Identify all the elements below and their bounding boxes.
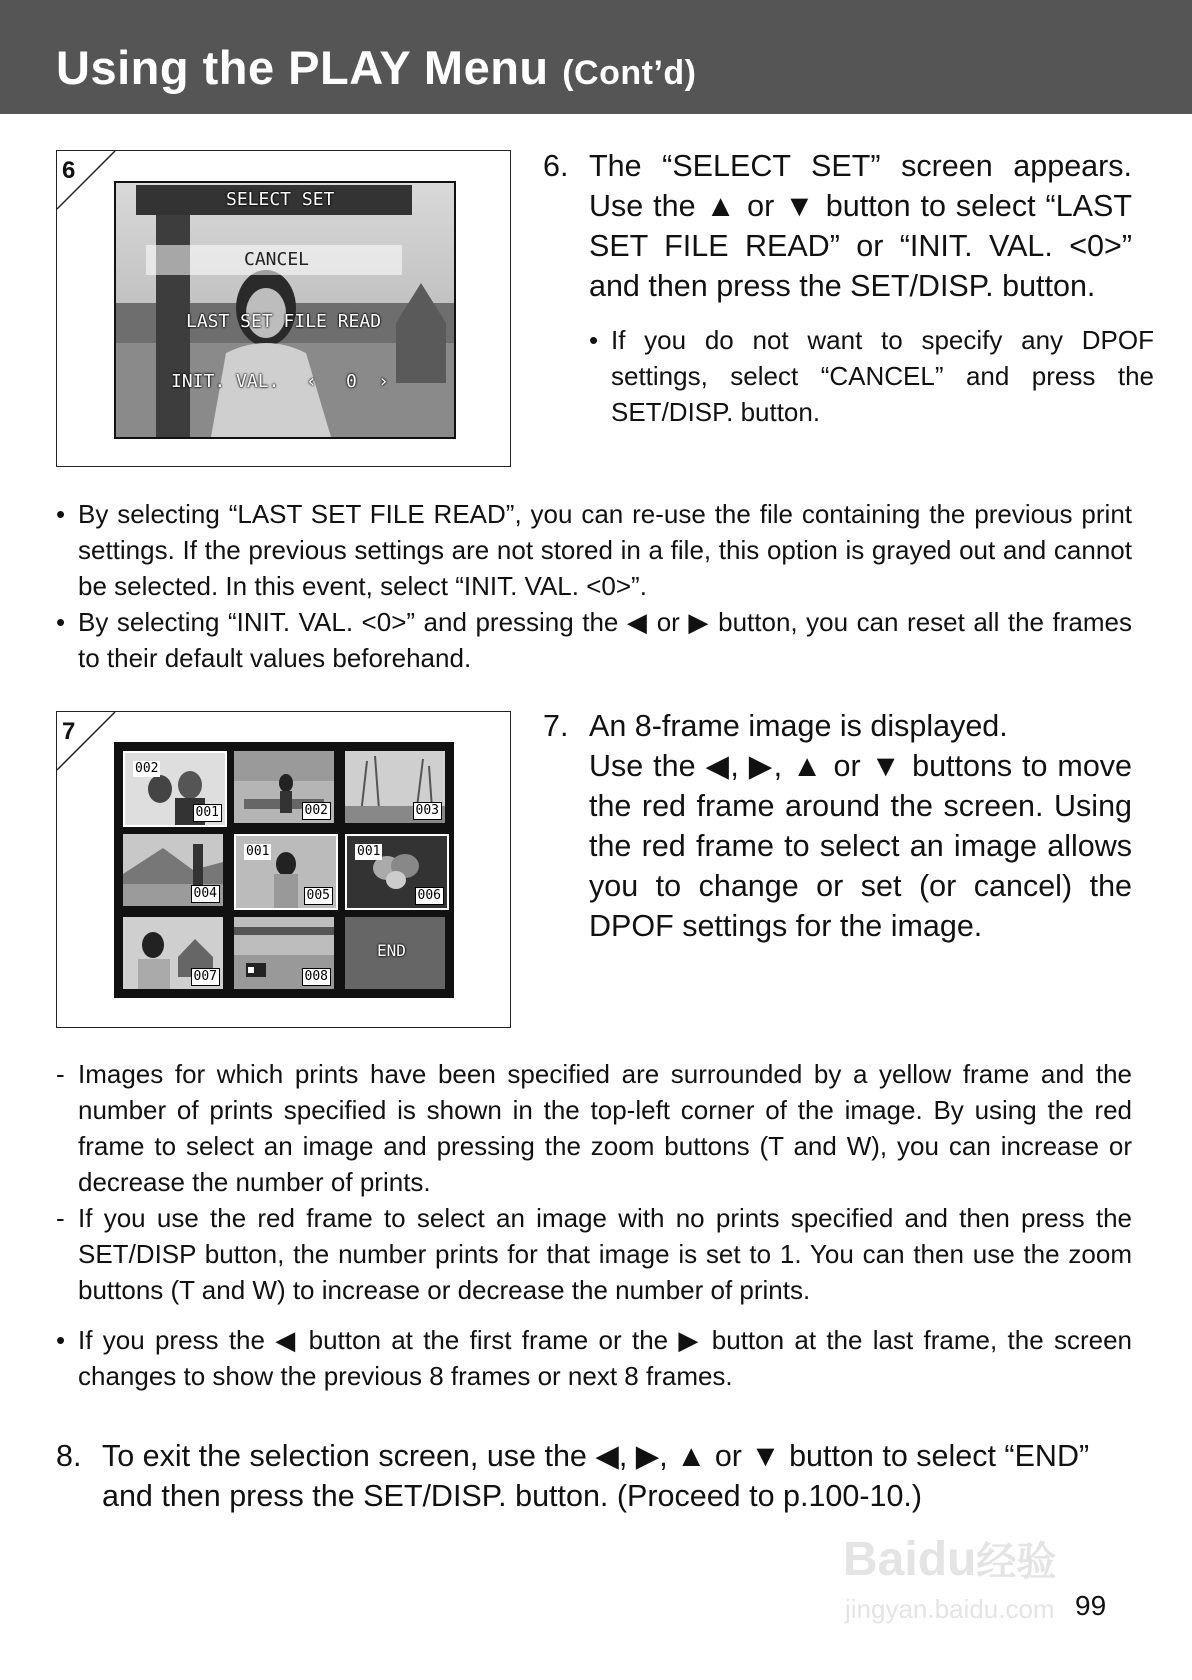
note-a-2-text: By selecting “INIT. VAL. <0>” and pressing the ◀ or ▶ button, you can reset all the frames to their default values beforehand. bbox=[78, 607, 1132, 673]
title-contd: (Cont’d) bbox=[562, 54, 697, 92]
step-8-text: To exit the selection screen, use the ◀, ▶, ▲ or ▼ button to select “END” and then press the SET/DISP. button. (Proceed to p.100-10.) bbox=[102, 1439, 1090, 1513]
step-7-line1: An 8-frame image is displayed. bbox=[589, 709, 1008, 743]
watermark-url: jingyan.baidu.com bbox=[845, 1594, 1055, 1624]
note-a-1: • By selecting “LAST SET FILE READ”, you can re-use the file containing the previous print settings. If the previous settings are not stored in a file, this option is grayed out and cannot be selected. In this event, select “INIT. VAL. <0>”. bbox=[56, 499, 1132, 601]
note-b-2-text: If you use the red frame to select an image with no prints specified and then press the SET/DISP button, the number prints for that image is set to 1. You can then use the zoom buttons (T and W) to increase or decrease the number of prints. bbox=[78, 1203, 1132, 1305]
note-a-1-text: By selecting “LAST SET FILE READ”, you can re-use the file containing the previous print settings. If the previous settings are not stored in a file, this option is grayed out and cannot be selected. In this event, select “INIT. VAL. <0>”. bbox=[78, 499, 1132, 601]
step-8 bbox=[56, 1436, 1132, 1516]
watermark-logo bbox=[843, 1530, 1056, 1587]
thumbnail-2 bbox=[234, 751, 334, 823]
figure-number: 6 bbox=[62, 157, 76, 184]
frame-number: 007 bbox=[191, 968, 220, 986]
thumbnail-7 bbox=[123, 917, 223, 989]
camera-screen bbox=[114, 181, 456, 439]
watermark-brand: Baidu bbox=[843, 1533, 977, 1586]
cancel-option: CANCEL bbox=[244, 249, 310, 270]
step-8-number: 8. bbox=[56, 1439, 82, 1473]
frame-number: 006 bbox=[415, 887, 444, 905]
figure-number: 7 bbox=[62, 718, 76, 745]
page-number: 99 bbox=[1075, 1590, 1107, 1621]
step-7-text: Use the ◀, ▶, ▲ or ▼ buttons to move the red frame around the screen. Using the red frame to select an image allows you to change or set (or cancel) the DPOF settings for the image. bbox=[589, 749, 1132, 943]
thumbnail-grid-screen bbox=[114, 742, 454, 998]
notes-a bbox=[56, 496, 1132, 676]
step-6-bullet: • If you do not want to specify any DPOF settings, select “CANCEL” and press the SET/DISP. button. bbox=[589, 325, 1154, 427]
frame-number: 004 bbox=[191, 885, 220, 903]
figure-6 bbox=[56, 150, 511, 467]
print-count: 001 bbox=[357, 844, 381, 859]
print-count: 001 bbox=[246, 844, 270, 859]
page-title bbox=[56, 40, 696, 95]
thumbnail-8 bbox=[234, 917, 334, 989]
step-7 bbox=[543, 706, 1132, 946]
step-6-text: The “SELECT SET” screen appears. Use the ▲ or ▼ button to select “LAST SET FILE READ” or “INIT. VAL. <0>” and then press the SET/DISP. button. bbox=[589, 149, 1132, 303]
note-b-2: - If you use the red frame to select an image with no prints specified and then press the SET/DISP button, the number prints for that image is set to 1. You can then use the zoom buttons (T and W) to increase or decrease the number of prints. bbox=[56, 1203, 1132, 1305]
init-val-option: INIT. VAL. bbox=[171, 371, 280, 392]
step-6-bullet-text: If you do not want to specify any DPOF settings, select “CANCEL” and press the SET/DISP. button. bbox=[611, 325, 1154, 427]
end-tile bbox=[345, 917, 445, 989]
step-6 bbox=[543, 146, 1132, 306]
frame-number: 008 bbox=[302, 968, 331, 986]
thumbnail-3 bbox=[345, 751, 445, 823]
init-right-arrow: › bbox=[378, 371, 389, 392]
step-6-number: 6. bbox=[543, 149, 569, 183]
note-c-text: If you press the ◀ button at the first frame or the ▶ button at the last frame, the screen changes to show the previous 8 frames or next 8 frames. bbox=[78, 1325, 1132, 1391]
note-a-2: • By selecting “INIT. VAL. <0>” and pressing the ◀ or ▶ button, you can reset all the frames to their default values beforehand. bbox=[56, 607, 1132, 673]
frame-number: 005 bbox=[304, 887, 333, 905]
init-value: 0 bbox=[346, 371, 357, 392]
frame-number: 002 bbox=[302, 802, 331, 820]
notes-b bbox=[56, 1056, 1132, 1394]
select-set-title: SELECT SET bbox=[226, 189, 335, 210]
figure-7 bbox=[56, 711, 511, 1028]
thumbnail-6 bbox=[345, 834, 449, 910]
step-7-number: 7. bbox=[543, 709, 569, 743]
thumbnail-5 bbox=[234, 834, 338, 910]
watermark-cn: 经验 bbox=[976, 1540, 1057, 1584]
note-b-1: - Images for which prints have been specified are surrounded by a yellow frame and the number of prints specified is shown in the top-left corner of the image. By using the red frame to select an image and pressing the zoom buttons (T and W), you can increase or decrease the number of prints. bbox=[56, 1059, 1132, 1197]
note-c: • If you press the ◀ button at the first frame or the ▶ button at the last frame, the screen changes to show the previous 8 frames or next 8 frames. bbox=[56, 1325, 1132, 1391]
thumbnail-4 bbox=[123, 834, 223, 906]
frame-number: 001 bbox=[193, 804, 222, 822]
init-left-arrow: ‹ bbox=[306, 371, 317, 392]
last-set-file-read-option: LAST SET FILE READ bbox=[186, 311, 382, 332]
note-b-1-text: Images for which prints have been specified are surrounded by a yellow frame and the number of prints specified is shown in the top-left corner of the image. By using the red frame to select an image and pressing the zoom buttons (T and W), you can increase or decrease the number of prints. bbox=[78, 1059, 1132, 1197]
photo-background bbox=[116, 183, 454, 437]
frame-number: 003 bbox=[413, 802, 442, 820]
print-count: 002 bbox=[135, 761, 159, 776]
thumbnail-1 bbox=[123, 751, 227, 827]
title-main: Using the PLAY Menu bbox=[56, 41, 549, 94]
end-label: END bbox=[377, 941, 406, 960]
